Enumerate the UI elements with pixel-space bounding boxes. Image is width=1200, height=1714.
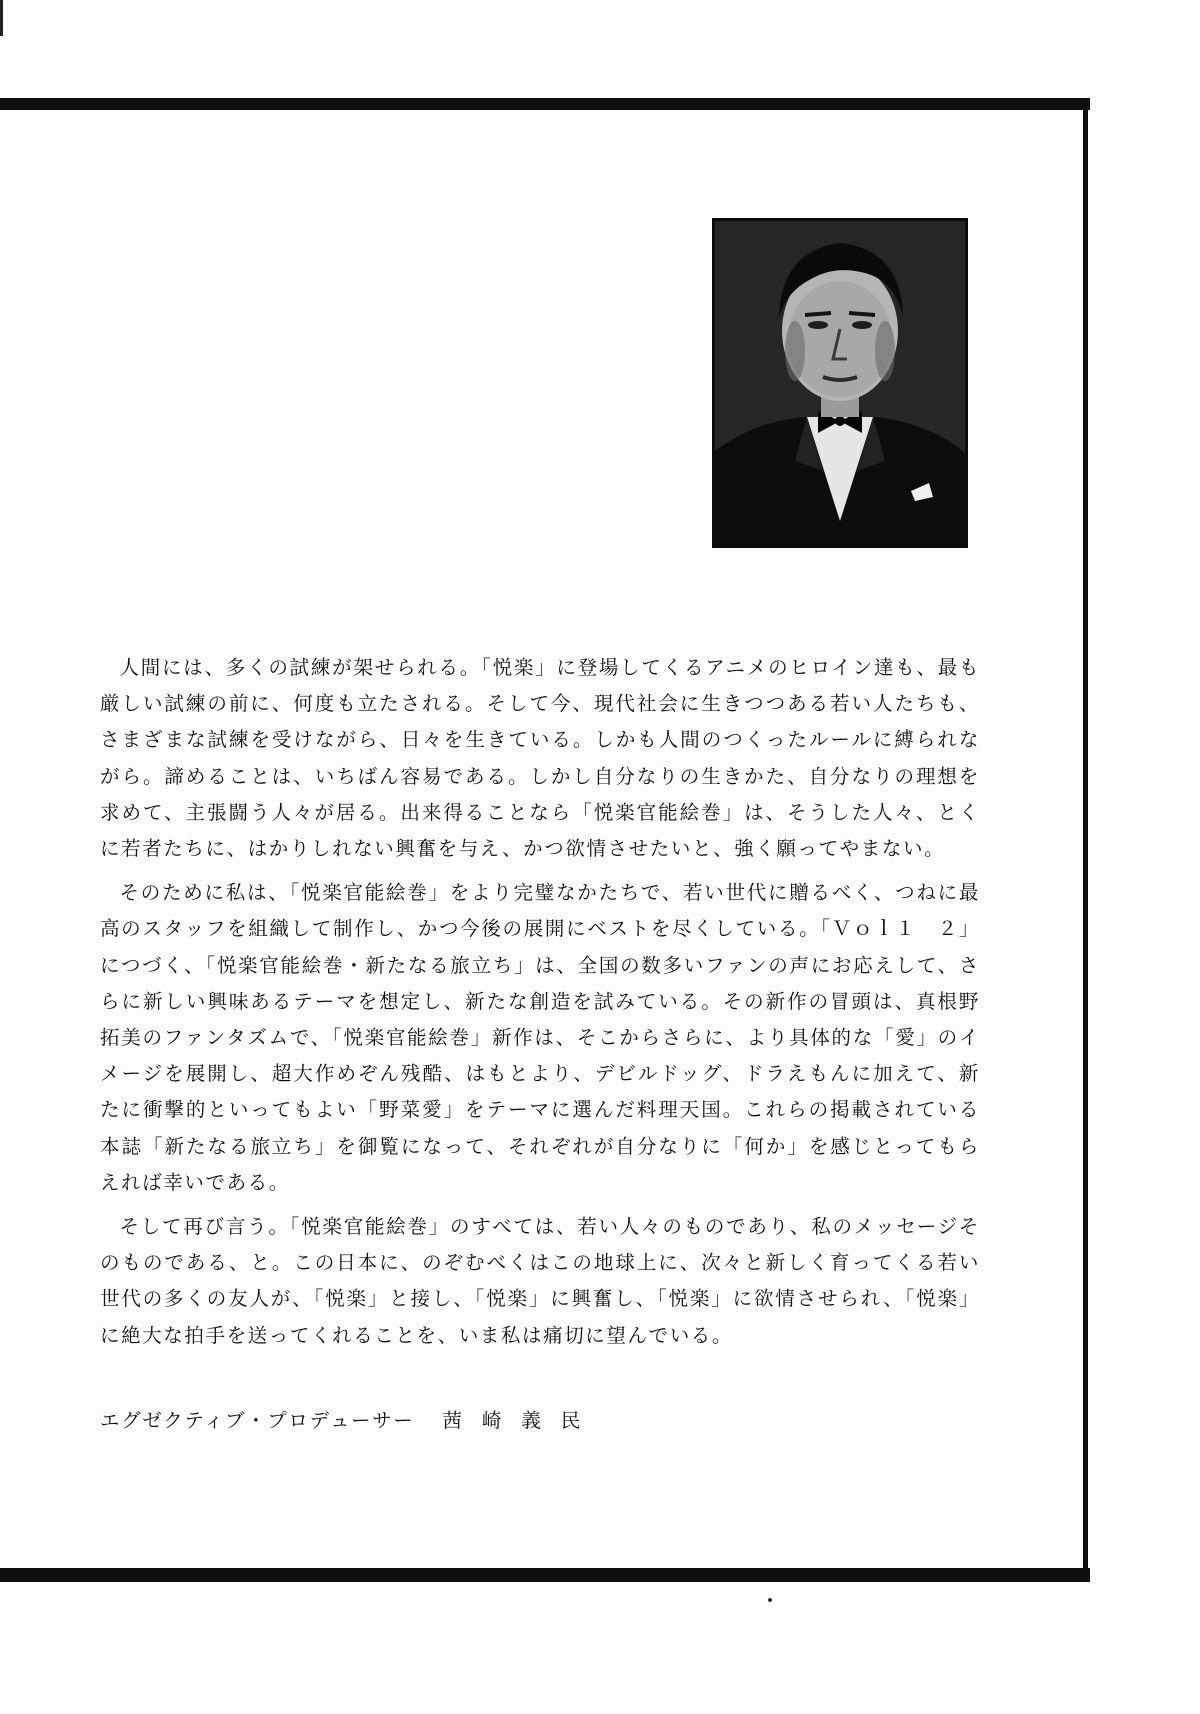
paragraph: 人間には、多くの試練が架せられる。「悦楽」に登場してくるアニメのヒロイン達も、最も厳しい試練の前に、何度も立たされる。そして今、現代社会に生きつつある若い人たちも、さまざまな試練を受けながら、日々を生きている。しかも人間のつくったルールに縛られながら。諦めることは、いちばん容易である。しかし自分なりの生きかた、自分なりの理想を求めて、主張闘う人々が居る。出来得ることなら「悦楽官能絵巻」は、そうした人々、とくに若者たちに、はかりしれない興奮を与え、かつ欲情させたいと、強く願ってやまない。 (100, 656, 980, 861)
signature-name: 茜崎義民 (442, 1409, 601, 1432)
signature-line (100, 1405, 600, 1433)
bottom-border-rule (0, 1568, 1090, 1582)
portrait-illustration (715, 221, 965, 545)
portrait-photo (712, 218, 968, 548)
right-border-rule (1083, 98, 1088, 1582)
edge-mark (0, 0, 3, 36)
paragraph: そのために私は、「悦楽官能絵巻」をより完璧なかたちで、若い世代に贈るべく、つねに最高のスタッフを組織して制作し、かつ今後の展開にベストを尽くしている。「Ｖｏｌ１ ２」につづく、「悦楽官能絵巻・新たなる旅立ち」は、全国の数多いファンの声にお応えして、さらに新しい興味あるテーマを想定し、新たな創造を試みている。その新作の冒頭は、真根野拓美のファンタズムで、「悦楽官能絵巻」新作は、そこからさらに、より具体的な「愛」のイメージを展開し、超大作めぞん残酷、はもとより、デビルドッグ、ドラえもんに加えて、新たに衝撃的といってもよい「野菜愛」をテーマに選んだ料理天国。これらの掲載されている本誌「新たなる旅立ち」を御覧になって、それぞれが自分なりに「何か」を感じとってもらえれば幸いである。 (100, 881, 980, 1194)
scan-dot (768, 1598, 772, 1602)
paragraph: そして再び言う。「悦楽官能絵巻」のすべては、若い人々のものであり、私のメッセージそのものである、と。この日本に、のぞむべくはこの地球上に、次々と新しく育ってくる若い世代の多くの友人が、「悦楽」と接し、「悦楽」に興奮し、「悦楽」に欲情させられ、「悦楽」に絶大な拍手を送ってくれることを、いま私は痛切に望んでいる。 (100, 1215, 980, 1347)
signature-title: エグゼクティブ・プロデューサー (100, 1409, 415, 1432)
top-border-rule (0, 98, 1090, 110)
essay-body (100, 650, 980, 1362)
